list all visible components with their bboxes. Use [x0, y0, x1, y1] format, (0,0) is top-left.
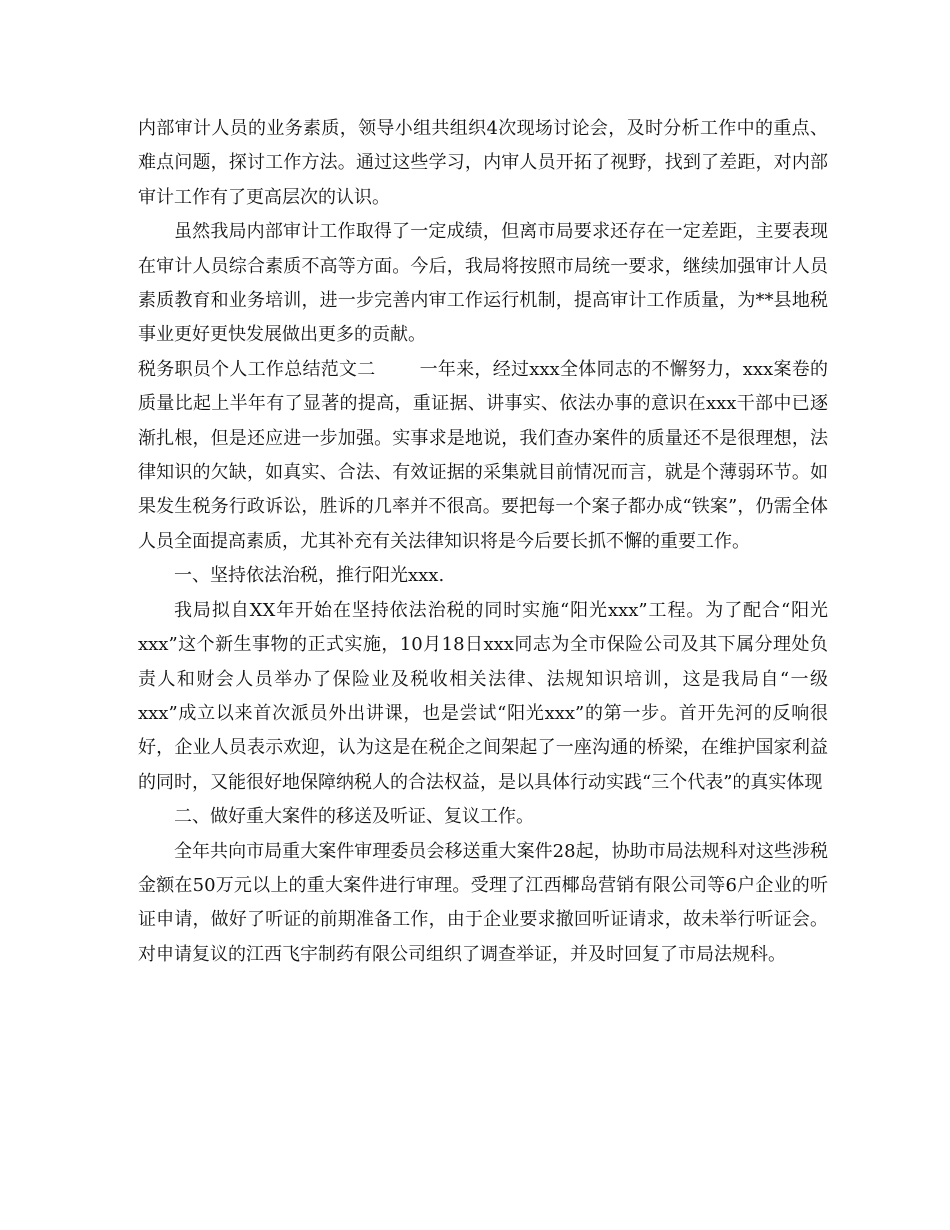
heading-sunshine-tax: 一、坚持依法治税，推行阳光xxx.: [174, 565, 445, 587]
heading-major-cases: 二、做好重大案件的移送及听证、复议工作。: [174, 806, 534, 828]
paragraph-audit-quality: 内部审计人员的业务素质，领导小组共组织4次现场讨论会，及时分析工作中的重点、难点问题，探讨工作方法。通过这些学习，内审人员开拓了视野，找到了差距，对内部审计工作有了更高层次的认识。: [138, 118, 828, 208]
paragraph-sunshine-tax: 我局拟自XX年开始在坚持依法治税的同时实施“阳光xxx”工程。为了配合“阳光xxx”这个新生事物的正式实施，10月18日xxx同志为全市保险公司及其下属分理处负责人和财会人员举办了保险业及税收相关法律、法规知识培训，这是我局自“一级xxx”成立以来首次派员外出讲课，也是尝试“阳光xxx”的第一步。首开先河的反响很好，企业人员表示欢迎，认为这是在税企之间架起了一座沟通的桥梁，在维护国家利益的同时，又能很好地保障纳税人的合法权益，是以具体行动实践“三个代表”的真实体现: [138, 599, 828, 793]
section-title: 税务职员个人工作总结范文二: [138, 358, 376, 380]
paragraph-audit-shortcomings: 虽然我局内部审计工作取得了一定成绩，但离市局要求还存在一定差距，主要表现在审计人员综合素质不高等方面。今后，我局将按照市局统一要求，继续加强审计人员素质教育和业务培训，进一步完善内审工作运行机制，提高审计工作质量，为**县地税事业更好更快发展做出更多的贡献。: [138, 221, 828, 346]
paragraph-summary-two: [138, 353, 828, 559]
paragraph-major-cases: 全年共向市局重大案件审理委员会移送重大案件28起，协助市局法规科对这些涉税金额在50万元以上的重大案件进行审理。受理了江西椰岛营销有限公司等6户企业的听证申请，做好了听证的前期准备工作，由于企业要求撤回听证请求，故未举行听证会。对申请复议的江西飞宇制药有限公司组织了调查举证，并及时回复了市局法规科。: [138, 840, 828, 965]
document-body: [138, 112, 828, 972]
paragraph-summary-two-text: 一年来，经过xxx全体同志的不懈努力，xxx案卷的质量比起上半年有了显著的提高，重证据、讲事实、依法办事的意识在xxx干部中已逐渐扎根，但是还应进一步加强。实事求是地说，我们查办案件的质量还不是很理想，法律知识的欠缺，如真实、合法、有效证据的采集就目前情况而言，就是个薄弱环节。如果发生税务行政诉讼，胜诉的几率并不很高。要把每一个案子都办成“铁案”，仍需全体人员全面提高素质，尤其补充有关法律知识将是今后要长抓不懈的重要工作。: [138, 358, 829, 552]
